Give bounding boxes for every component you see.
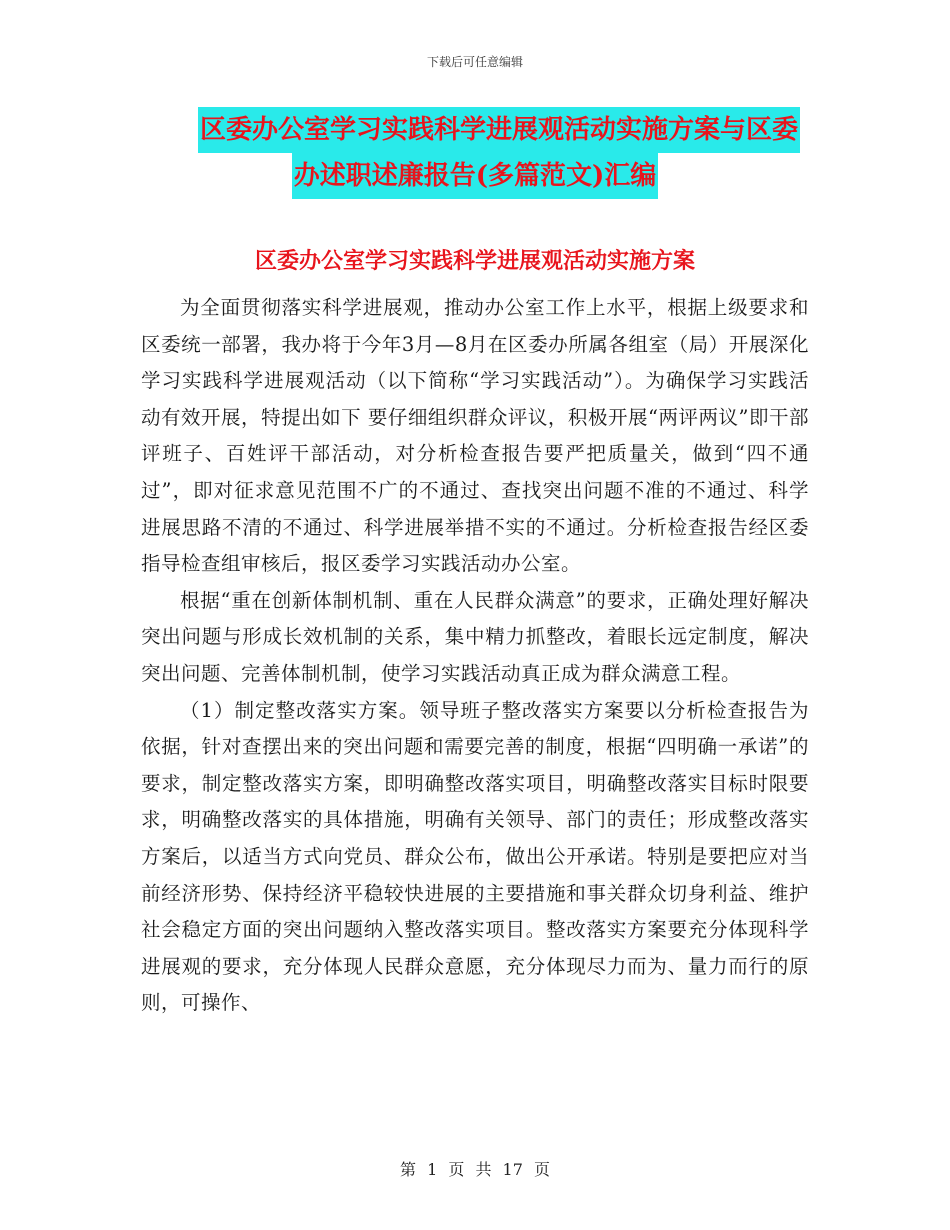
header-note: 下载后可任意编辑 — [426, 55, 523, 69]
paragraph: 为全面贯彻落实科学进展观，推动办公室工作上水平，根据上级要求和区委统一部署，我办将于今年3月—8月在区委办所属各组室（局）开展深化学习实践科学进展观活动（以下简称“学习实践活动”）。为确保学习实践活动有效开展，特提出如下 要仔细组织群众评议，积极开展“两评两议”即干部评班子、百姓评干部活动，对分析检查报告要严把质量关，做到“四不通过”，即对征求意见范围不广的不通过、查找突出问题不准的不通过、科学进展思路不清的不通过、科学进展举措不实的不通过。分析检查报告经区委指导检查组审核后，报区委学习实践活动办公室。 — [141, 296, 809, 576]
document-title — [0, 107, 950, 199]
page-number: 第 1 页 共 17 页 — [400, 1160, 550, 1179]
title-line-1: 区委办公室学习实践科学进展观活动实施方案与区委 — [198, 107, 800, 153]
paragraph: 根据“重在创新体制机制、重在人民群众满意”的要求，正确处理好解决突出问题与形成长效机制的关系，集中精力抓整改，着眼长远定制度，解决突出问题、完善体制机制，使学习实践活动真正成为群众满意工程。 — [141, 588, 809, 685]
title-line-2: 办述职述廉报告(多篇范文)汇编 — [292, 153, 659, 199]
section-title: 区委办公室学习实践科学进展观活动实施方案 — [254, 248, 695, 274]
document-body — [141, 290, 809, 1022]
paragraph: （1）制定整改落实方案。领导班子整改落实方案要以分析检查报告为依据，针对查摆出来的突出问题和需要完善的制度，根据“四明确一承诺”的要求，制定整改落实方案，即明确整改落实项目，明确整改落实目标时限要求，明确整改落实的具体措施，明确有关领导、部门的责任；形成整改落实方案后，以适当方式向党员、群众公布，做出公开承诺。特别是要把应对当前经济形势、保持经济平稳较快进展的主要措施和事关群众切身利益、维护社会稳定方面的突出问题纳入整改落实项目。整改落实方案要充分体现科学进展观的要求，充分体现人民群众意愿，充分体现尽力而为、量力而行的原则，可操作、 — [141, 698, 809, 1015]
